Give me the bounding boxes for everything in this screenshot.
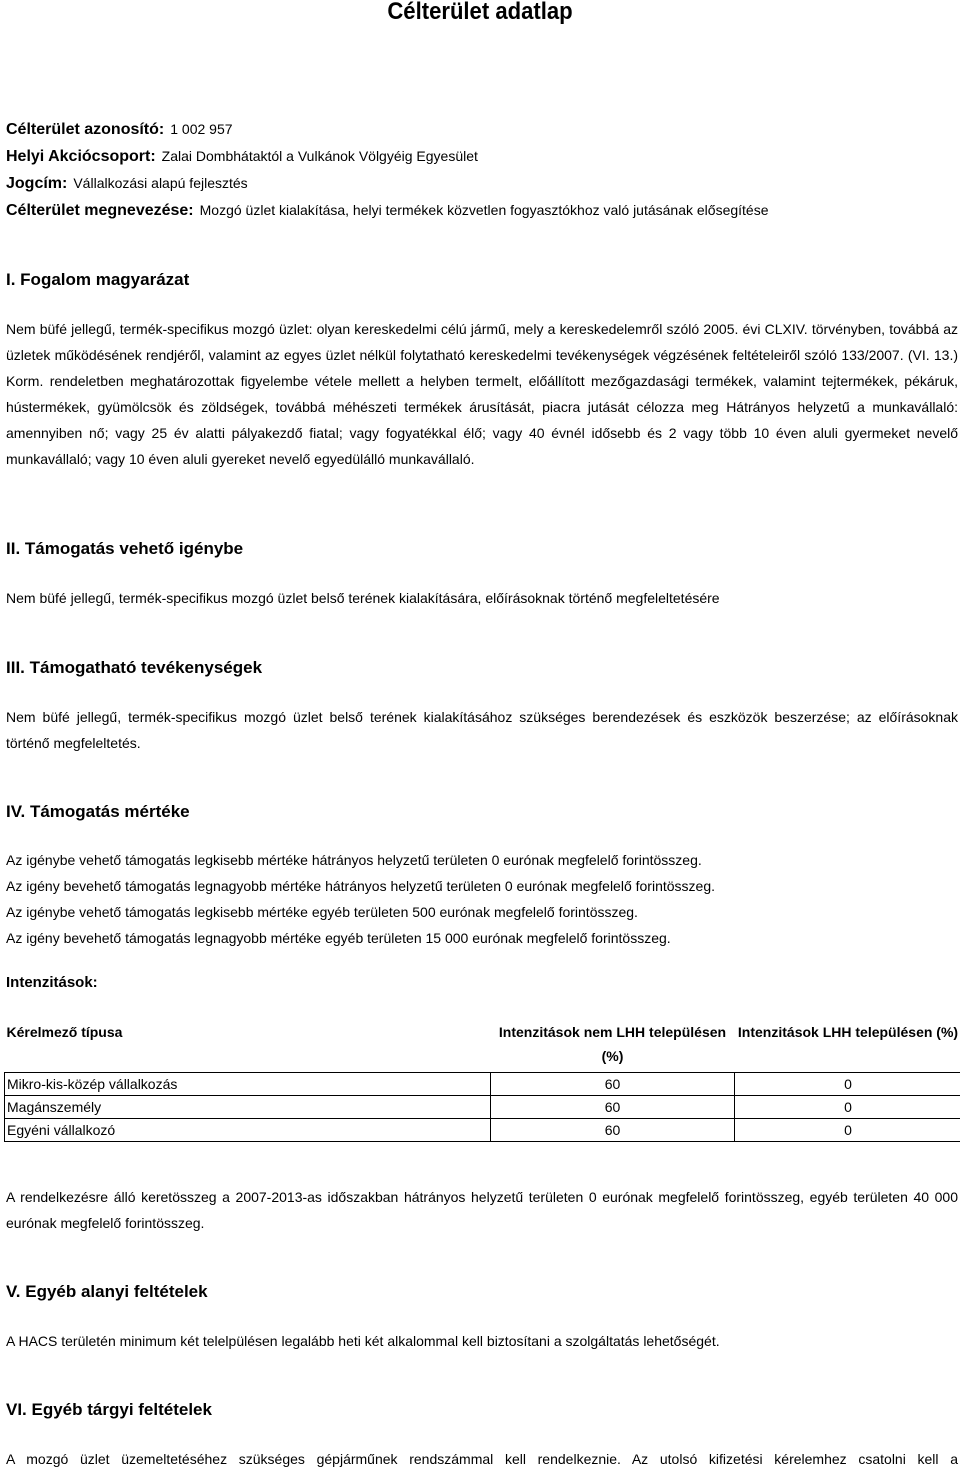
meta-value: Zalai Dombhátaktól a Vulkánok Völgyéig Egyesület <box>161 148 478 164</box>
table-cell: 0 <box>735 1096 960 1119</box>
section-text-tevekenysegek: Nem büfé jellegű, termék-specifikus mozgó üzlet belső terének kialakításához szükséges berendezések és eszközök beszerzése; az előírásoknak történő megfeleltetés. <box>6 709 958 751</box>
table-header-cell: Intenzitások nem LHH településen (%) <box>491 1018 735 1073</box>
table-header-cell: Intenzitások LHH településen (%) <box>735 1018 960 1073</box>
meta-value: 1 002 957 <box>170 121 233 137</box>
table-cell: Mikro-kis-közép vállalkozás <box>5 1073 491 1096</box>
table-header-cell: Kérelmező típusa <box>5 1018 491 1073</box>
meta-label: Jogcím: <box>6 175 68 192</box>
header-info <box>6 116 769 224</box>
intensity-table <box>4 1018 960 1142</box>
section-heading-targyi: VI. Egyéb tárgyi feltételek <box>6 1400 212 1419</box>
mertek-line: Az igénybe vehető támogatás legkisebb mértéke egyéb területen 500 eurónak megfelelő forintösszeg. <box>6 904 638 920</box>
section-heading-alanyi: V. Egyéb alanyi feltételek <box>6 1282 208 1301</box>
meta-label: Helyi Akciócsoport: <box>6 148 156 165</box>
section-heading-tamogatas: II. Támogatás vehető igénybe <box>6 539 244 558</box>
mertek-line: Az igénybe vehető támogatás legkisebb mértéke hátrányos helyzetű területen 0 eurónak megfelelő forintösszeg. <box>6 852 702 868</box>
table-cell: 60 <box>491 1073 735 1096</box>
meta-value: Mozgó üzlet kialakítása, helyi termékek közvetlen fogyasztókhoz való jutásának elősegítése <box>199 202 769 218</box>
meta-label: Célterület azonosító: <box>6 121 165 138</box>
table-cell: 60 <box>491 1119 735 1142</box>
section-text-targyi: A mozgó üzlet üzemeltetéséhez szükséges gépjárműnek rendszámmal kell rendelkeznie. Az utolsó kifizetési kérelemhez csatolni kell a <box>6 1451 958 1467</box>
meta-row-megnevezes <box>6 197 769 224</box>
section-heading-fogalom: I. Fogalom magyarázat <box>6 270 190 289</box>
section-lines-mertek <box>6 847 715 951</box>
section-text-tamogatas: Nem büfé jellegű, termék-specifikus mozgó üzlet belső terének kialakítására, előírásoknak történő megfeleltetésére <box>6 590 720 606</box>
table-row <box>5 1073 960 1096</box>
meta-row-akciocsoport <box>6 143 769 170</box>
meta-value: Vállalkozási alapú fejlesztés <box>73 175 248 191</box>
table-cell: 60 <box>491 1096 735 1119</box>
section-heading-mertek: IV. Támogatás mértéke <box>6 802 190 821</box>
section-heading-tevekenysegek: III. Támogatható tevékenységek <box>6 658 263 677</box>
table-cell: Magánszemély <box>5 1096 491 1119</box>
table-row <box>5 1119 960 1142</box>
section-text-keret: A rendelkezésre álló keretösszeg a 2007-2013-as időszakban hátrányos helyzetű területen 0 eurónak megfelelő forintösszeg, egyéb területen 40 000 eurónak megfelelő forintösszeg. <box>6 1189 958 1231</box>
meta-label: Célterület megnevezése: <box>6 202 194 219</box>
section-text-fogalom: Nem büfé jellegű, termék-specifikus mozgó üzlet: olyan kereskedelmi célú jármű, mely a kereskedelemről szóló 2005. évi CLXIV. törvényben, továbbá az üzletek működésének rendjéről, valamint az egyes üzlet nélkül folytatható kereskedelmi tevékenységek végzésének feltételeiről szóló 133/2007. (VI. 13.) Korm. rendeletben meghatározottak figyelembe vétele mellett a helyben termelt, előállított mezőgazdasági termékek, valamint tejtermékek, pékáruk, hústermékek, gyümölcsök és zöldségek, továbbá méhészeti termékek árusítását, piacra jutását célozza meg Hátrányos helyzetű a munkavállaló: amennyiben nő; vagy 25 év alatti pályakezdő fiatal; vagy fogyatékkal élő; vagy 40 évnél idősebb és 2 vagy több 10 éven aluli gyermeket nevelő munkavállaló; vagy 10 éven aluli gyereket nevelő egyedülálló munkavállaló. <box>6 321 958 467</box>
table-row <box>5 1096 960 1119</box>
table-cell: Egyéni vállalkozó <box>5 1119 491 1142</box>
mertek-line: Az igény bevehető támogatás legnagyobb mértéke hátrányos helyzetű területen 0 eurónak megfelelő forintösszeg. <box>6 878 715 894</box>
meta-row-azonosito <box>6 116 769 143</box>
mertek-line: Az igény bevehető támogatás legnagyobb mértéke egyéb területen 15 000 eurónak megfelelő forintösszeg. <box>6 930 671 946</box>
section-text-alanyi: A HACS területén minimum két telelpülésen legalább heti két alkalommal kell biztosítani a szolgáltatás lehetőségét. <box>6 1333 720 1349</box>
section-heading-intenzitasok: Intenzitások: <box>6 974 98 991</box>
page-title: Célterület adatlap <box>387 0 573 25</box>
table-cell: 0 <box>735 1119 960 1142</box>
table-cell: 0 <box>735 1073 960 1096</box>
table-header-row <box>5 1018 960 1073</box>
meta-row-jogcim <box>6 170 769 197</box>
